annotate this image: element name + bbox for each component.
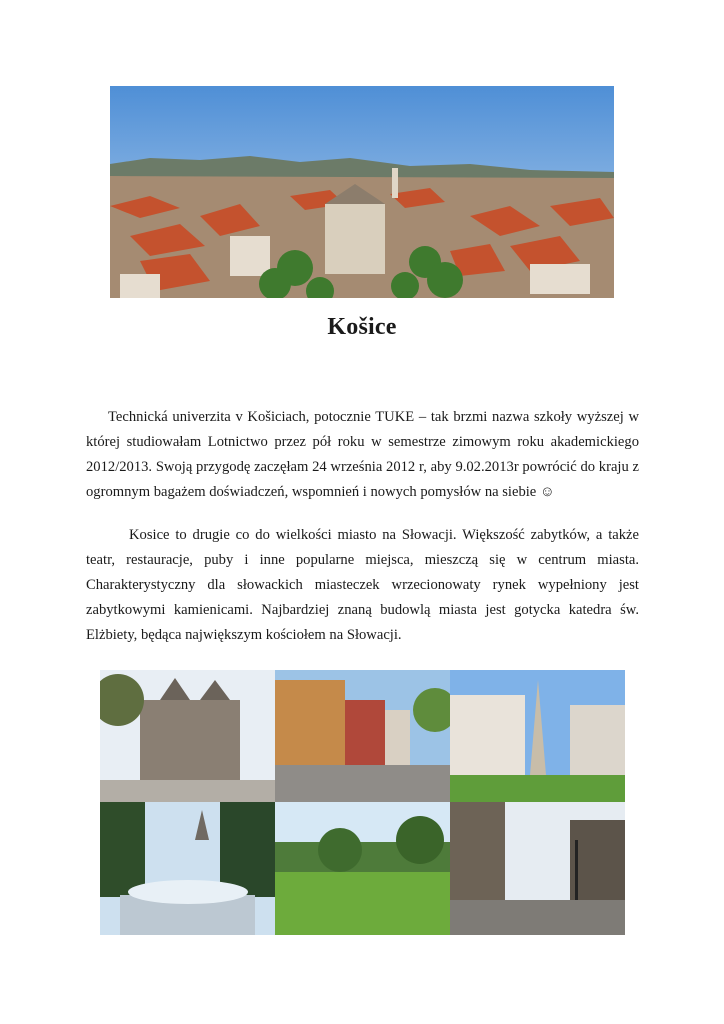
evening-street-photo bbox=[450, 802, 625, 935]
page-title: Košice bbox=[327, 314, 397, 340]
plague-column-photo bbox=[450, 670, 625, 802]
cathedral-photo bbox=[100, 670, 275, 802]
photo-collage bbox=[100, 670, 625, 935]
street-photo bbox=[275, 670, 457, 802]
fountain-photo bbox=[100, 802, 275, 935]
intro-paragraph: Technická univerzita v Košiciach, potocznie TUKE – tak brzmi nazwa szkoły wyższej w której studiowałam Lotnictwo przez pół roku w semestrze zimowym roku akademickiego 2012/2013. Swoją przygodę zaczęłam 24 września 2012 r, aby 9.02.2013r powrócić do kraju z ogromnym bagażem doświadczeń, wspomnień i nowych pomysłów na siebie ☺ bbox=[86, 409, 639, 500]
city-paragraph: Kosice to drugie co do wielkości miasto na Słowacji. Większość zabytków, a także teatr, restauracje, puby i inne popularne miejsca, mieszczą się w centrum miasta. Charakterystyczny dla słowackich miasteczek wrzecionowaty rynek wypełniony jest zabytkowymi kamienicami. Najbardziej znaną budowlą miasta jest gotycka katedra św. Elżbiety, będąca największym kościołem na Słowacji. bbox=[86, 527, 639, 643]
park-photo bbox=[275, 802, 450, 935]
city-panorama-photo bbox=[110, 86, 614, 298]
